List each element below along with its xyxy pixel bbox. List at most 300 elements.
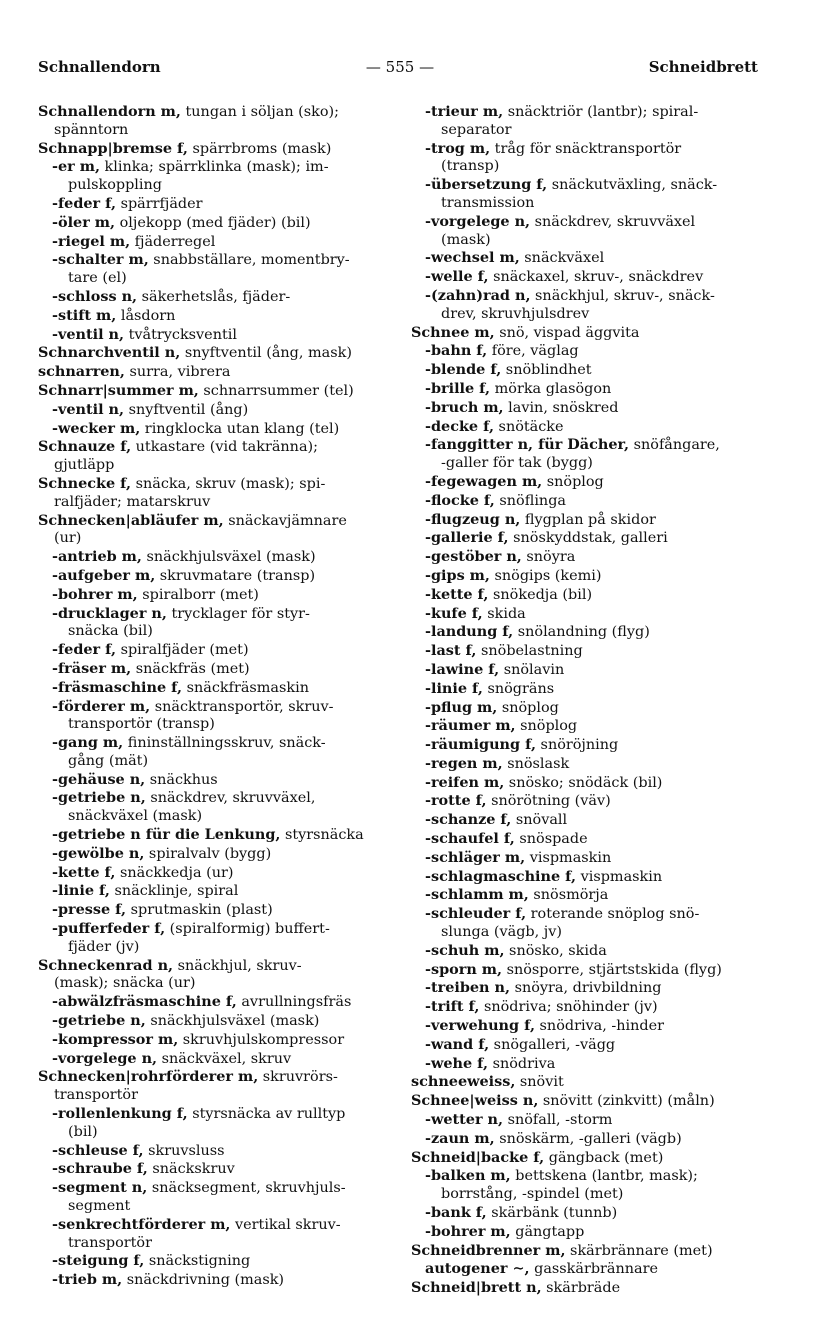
entry-headword: -ventil n, — [52, 400, 125, 418]
entry-headword: -abwälzfräsmaschine f, — [52, 993, 237, 1011]
entry-definition: styrsnäcka av rulltyp — [187, 1106, 346, 1123]
dictionary-entry — [411, 380, 761, 399]
entry-definition: snögips (kemi) — [489, 567, 602, 584]
dictionary-entry — [38, 1179, 388, 1216]
dictionary-entry — [411, 1260, 761, 1279]
entry-definition: snöplog — [497, 699, 559, 716]
entry-definition: fjäder (jv) — [68, 938, 140, 955]
entry-definition: fjäderregel — [130, 233, 216, 250]
entry-headword: Schneid|backe f, — [411, 1148, 545, 1166]
entry-definition: skärbänk (tunnb) — [486, 1205, 618, 1222]
entry-headword: -welle f, — [425, 268, 489, 286]
dictionary-entry — [411, 418, 761, 437]
entry-headword: -brille f, — [425, 379, 491, 397]
entry-definition: skärbrännare (met) — [565, 1242, 713, 1259]
dictionary-entry — [38, 382, 388, 401]
dictionary-entry — [411, 849, 761, 868]
entry-headword: Schnecke f, — [38, 474, 132, 492]
dictionary-entry — [38, 103, 388, 140]
entry-headword: -kette f, — [52, 863, 116, 881]
entry-definition: fininställningsskruv, snäck- — [123, 735, 326, 752]
dictionary-entry — [411, 1092, 761, 1111]
entry-definition: snäckdrev, skruvväxel, — [145, 790, 316, 807]
entry-definition: (ur) — [54, 530, 82, 547]
dictionary-entry — [411, 961, 761, 980]
entry-definition: snödriva — [488, 1055, 556, 1072]
page-header — [38, 58, 758, 78]
dictionary-entry — [411, 1130, 761, 1149]
entry-definition: tungan i söljan (sko); — [180, 104, 340, 120]
entry-headword: -getriebe n, — [52, 1012, 146, 1030]
dictionary-entry — [38, 1050, 388, 1069]
entry-headword: -senkrechtförderer m, — [52, 1215, 231, 1233]
entry-headword: -trieur m, — [425, 103, 504, 120]
dictionary-entry — [411, 140, 761, 177]
entry-definition: snöyra, drivbildning — [510, 980, 662, 997]
entry-definition: styrsnäcka — [280, 827, 364, 844]
entry-headword: -gehäuse n, — [52, 770, 146, 788]
entry-headword: -wechsel m, — [425, 249, 520, 267]
entry-definition: snöplog — [515, 718, 578, 735]
dictionary-entry — [411, 567, 761, 586]
entry-definition: tråg för snäcktransportör — [490, 140, 682, 157]
dictionary-entry — [38, 1105, 388, 1142]
dictionary-entry — [411, 213, 761, 250]
dictionary-entry — [38, 1142, 388, 1161]
entry-headword: -getriebe n, — [52, 789, 146, 807]
entry-definition: snödriva, -hinder — [534, 1018, 665, 1035]
entry-headword: -bank f, — [425, 1204, 487, 1222]
entry-headword: -bohrer m, — [52, 585, 138, 603]
entry-definition: snösko; snödäck (bil) — [504, 774, 663, 791]
entry-definition: skruvmatare (transp) — [155, 567, 316, 584]
dictionary-entry — [38, 1031, 388, 1050]
dictionary-entry — [38, 771, 388, 790]
dictionary-entry — [411, 942, 761, 961]
entry-headword: -trog m, — [425, 139, 491, 157]
entry-headword: -balken m, — [425, 1167, 511, 1185]
entry-definition: tare (el) — [68, 270, 127, 287]
entry-definition: snösko, skida — [504, 942, 607, 959]
dictionary-entry — [411, 249, 761, 268]
dictionary-entry — [411, 473, 761, 492]
entry-headword: Schnarr|summer m, — [38, 381, 199, 399]
entry-definition: trycklager för styr- — [166, 605, 310, 622]
dictionary-entry — [411, 1017, 761, 1036]
entry-headword: Schnarchventil n, — [38, 344, 181, 362]
dictionary-entry — [411, 623, 761, 642]
entry-headword: -schaufel f, — [425, 830, 515, 848]
entry-definition: bettskena (lantbr, mask); — [510, 1168, 698, 1185]
entry-headword: -verwehung f, — [425, 1017, 535, 1035]
entry-headword: -reifen m, — [425, 773, 505, 791]
entry-definition: snöslask — [502, 755, 570, 772]
entry-definition: vispmaskin — [525, 849, 612, 866]
entry-headword: -regen m, — [425, 754, 503, 772]
entry-headword: -zaun m, — [425, 1129, 495, 1147]
dictionary-entry — [38, 734, 388, 771]
entry-definition: transportör — [54, 1087, 138, 1104]
entry-headword: -pflug m, — [425, 698, 498, 716]
entry-definition: snäcka, skruv (mask); spi- — [131, 475, 326, 492]
entry-definition: snökedja (bil) — [488, 586, 593, 603]
dictionary-entry — [411, 1204, 761, 1223]
entry-headword: Schnee|weiss n, — [411, 1092, 539, 1110]
entry-definition: surra, vibrera — [124, 364, 231, 381]
entry-headword: -rotte f, — [425, 792, 487, 810]
entry-definition: snäckhjul, skruv-, snäck- — [530, 287, 715, 304]
dictionary-entry — [38, 438, 388, 475]
dictionary-entry — [38, 882, 388, 901]
entry-definition: mörka glasögon — [490, 380, 612, 397]
entry-headword: -schraube f, — [52, 1160, 148, 1178]
entry-definition: snäckväxel — [519, 250, 605, 267]
entry-headword: -gewölbe n, — [52, 844, 145, 862]
dictionary-entry — [411, 1036, 761, 1055]
dictionary-entry — [38, 826, 388, 845]
entry-headword: -wetter n, — [425, 1111, 504, 1129]
entry-definition: snyftventil (ång, mask) — [180, 345, 352, 362]
entry-headword: -vorgelege n, — [52, 1049, 158, 1067]
entry-definition: snäckaxel, skruv-, snäckdrev — [488, 269, 704, 286]
entry-definition: tvåtrycksventil — [124, 326, 237, 343]
entry-headword: Schnallendorn m, — [38, 103, 181, 120]
dictionary-entry — [38, 475, 388, 512]
entry-headword: -flocke f, — [425, 491, 495, 509]
dictionary-entry — [411, 1055, 761, 1074]
entry-definition: snäckfräsmaskin — [182, 679, 309, 696]
entry-definition: (mask); snäcka (ur) — [54, 975, 196, 992]
entry-definition: snösporre, stjärtstskida (flyg) — [502, 961, 722, 978]
dictionary-entry — [411, 399, 761, 418]
entry-headword: schnarren, — [38, 363, 125, 381]
dictionary-entry — [38, 605, 388, 642]
entry-definition: segment — [68, 1198, 131, 1215]
entry-definition: -galler för tak (bygg) — [441, 455, 593, 472]
entry-definition: snäckstigning — [144, 1253, 251, 1270]
dictionary-entry — [411, 605, 761, 624]
entry-definition: snövall — [511, 812, 568, 829]
dictionary-entry — [411, 661, 761, 680]
dictionary-entry — [411, 717, 761, 736]
entry-definition: snöspade — [514, 831, 588, 848]
entry-headword: -übersetzung f, — [425, 176, 548, 194]
dictionary-entry — [411, 1242, 761, 1261]
entry-definition: snölavin — [499, 661, 565, 678]
entry-definition: snöblindhet — [501, 362, 592, 379]
entry-definition: lavin, snöskred — [503, 399, 619, 416]
entry-definition: snövit — [515, 1074, 564, 1091]
entry-headword: Schneidbrenner m, — [411, 1241, 566, 1259]
entry-definition: snäckavjämnare — [223, 512, 347, 529]
dictionary-entry — [411, 176, 761, 213]
entry-headword: -schleuse f, — [52, 1141, 144, 1159]
dictionary-entry — [411, 1223, 761, 1242]
dictionary-entry — [38, 901, 388, 920]
entry-headword: -sporn m, — [425, 960, 503, 978]
entry-definition: snäckdrev, skruvväxel — [530, 213, 696, 230]
entry-definition: före, väglag — [487, 343, 579, 360]
dictionary-entry — [38, 1068, 388, 1105]
entry-definition: snäcktransportör, skruv- — [150, 698, 334, 715]
entry-definition: skärbräde — [541, 1280, 621, 1297]
entry-headword: -öler m, — [52, 213, 116, 231]
dictionary-entry — [411, 736, 761, 755]
entry-headword: -segment n, — [52, 1179, 148, 1197]
entry-definition: snöskyddstak, galleri — [508, 530, 668, 547]
entry-definition: gasskärbrännare — [529, 1261, 659, 1278]
entry-definition: spiralvalv (bygg) — [144, 845, 272, 862]
dictionary-entry — [411, 792, 761, 811]
entry-definition: snäcklinje, spiral — [109, 883, 239, 900]
entry-headword: -feder f, — [52, 641, 117, 659]
dictionary-entry — [38, 363, 388, 382]
entry-definition: snäckutväxling, snäck- — [547, 177, 718, 194]
entry-headword: -kufe f, — [425, 604, 483, 622]
entry-definition: snörötning (väv) — [486, 793, 611, 810]
entry-headword: -schuh m, — [425, 941, 505, 959]
entry-headword: -wehe f, — [425, 1054, 489, 1072]
entry-definition: snäckkedja (ur) — [115, 864, 234, 881]
entry-definition: snäckfräs (met) — [131, 660, 250, 677]
entry-headword: -kette f, — [425, 585, 489, 603]
entry-definition: roterande snöplog snö- — [526, 906, 700, 923]
dictionary-entry — [411, 103, 761, 140]
entry-definition: spärrfjäder — [116, 195, 203, 212]
entry-headword: -schleuder f, — [425, 905, 527, 923]
entry-definition: snöröjning — [535, 737, 619, 754]
entry-definition: gjutläpp — [54, 457, 115, 474]
entry-definition: snöbelastning — [476, 643, 583, 660]
dictionary-entry — [38, 195, 388, 214]
entry-definition: snö, vispad äggvita — [494, 324, 640, 341]
entry-headword: -rollenlenkung f, — [52, 1105, 188, 1123]
entry-headword: -getriebe n für die Lenkung, — [52, 826, 281, 844]
entry-headword: -gips m, — [425, 566, 490, 584]
entry-definition: snäckhjulsväxel (mask) — [145, 1013, 320, 1030]
dictionary-entry — [38, 1271, 388, 1290]
entry-headword: -schlagmaschine f, — [425, 867, 577, 885]
entry-definition: snäckväxel (mask) — [68, 808, 203, 825]
entry-headword: -ventil n, — [52, 325, 125, 343]
entry-definition: skruvrörs- — [258, 1069, 338, 1086]
entry-definition: utkastare (vid takränna); — [131, 439, 318, 456]
entry-definition: transportör — [68, 1234, 152, 1251]
entry-definition: skruvsluss — [143, 1142, 225, 1159]
entry-definition: snötäcke — [493, 418, 564, 435]
entry-definition: transportör (transp) — [68, 716, 215, 733]
entry-headword: -presse f, — [52, 901, 127, 919]
dictionary-entry — [38, 214, 388, 233]
dictionary-entry — [411, 1073, 761, 1092]
dictionary-entry — [38, 288, 388, 307]
entry-headword: -lawine f, — [425, 660, 500, 678]
entry-headword: -fräser m, — [52, 659, 132, 677]
dictionary-entry — [411, 1149, 761, 1168]
left-column — [38, 103, 388, 1290]
entry-headword: -bruch m, — [425, 398, 504, 416]
entry-headword: -gestöber n, — [425, 548, 522, 566]
dictionary-entry — [38, 251, 388, 288]
entry-definition: snyftventil (ång) — [124, 401, 249, 418]
entry-headword: Schnauze f, — [38, 438, 132, 456]
dictionary-entry — [411, 886, 761, 905]
dictionary-entry — [411, 755, 761, 774]
entry-definition: snäckhjulsväxel (mask) — [141, 549, 316, 566]
entry-headword: -(zahn)rad n, — [425, 286, 531, 304]
entry-definition: snäcksegment, skruvhjuls- — [147, 1180, 346, 1197]
entry-headword: -räumigung f, — [425, 736, 536, 754]
dictionary-entry — [411, 361, 761, 380]
entry-definition: snabbställare, momentbry- — [148, 252, 350, 269]
entry-headword: -schalter m, — [52, 251, 149, 269]
entry-definition: ringklocka utan klang (tel) — [140, 420, 340, 437]
dictionary-entry — [411, 436, 761, 473]
entry-headword: -riegel m, — [52, 232, 131, 250]
dictionary-entry — [38, 158, 388, 195]
dictionary-entry — [38, 586, 388, 605]
entry-definition: spänntorn — [54, 121, 129, 138]
dictionary-entry — [411, 287, 761, 324]
dictionary-entry — [38, 789, 388, 826]
entry-definition: snäckhus — [145, 771, 218, 788]
entry-definition: gängback (met) — [544, 1149, 664, 1166]
dictionary-entry — [411, 642, 761, 661]
dictionary-entry — [38, 660, 388, 679]
entry-definition: snäcka (bil) — [68, 623, 153, 640]
entry-headword: -gallerie f, — [425, 529, 509, 547]
entry-headword: -schloss n, — [52, 287, 138, 305]
entry-definition: (spiralformig) buffert- — [165, 921, 330, 938]
dictionary-entry — [411, 830, 761, 849]
dictionary-entry — [38, 1012, 388, 1031]
entry-definition: avrullningsfräs — [236, 994, 352, 1011]
dictionary-entry — [38, 420, 388, 439]
entry-headword: -fanggitter n, für Dächer, — [425, 436, 630, 454]
header-left-guideword: Schnallendorn — [38, 58, 161, 76]
entry-headword: -gang m, — [52, 734, 124, 752]
entry-definition: skida — [482, 605, 526, 622]
dictionary-entry — [38, 1252, 388, 1271]
entry-definition: slunga (vägb, jv) — [441, 924, 562, 941]
entry-headword: Schnee m, — [411, 323, 495, 341]
entry-headword: -blende f, — [425, 361, 502, 379]
entry-headword: -wecker m, — [52, 419, 141, 437]
dictionary-entry — [411, 324, 761, 343]
entry-definition: snöfångare, — [629, 437, 720, 454]
entry-definition: (mask) — [441, 231, 491, 248]
entry-headword: -feder f, — [52, 194, 117, 212]
entry-headword: -bahn f, — [425, 342, 488, 360]
entry-headword: -trieb m, — [52, 1271, 123, 1289]
entry-definition: snäckdrivning (mask) — [122, 1272, 285, 1289]
entry-headword: -landung f, — [425, 623, 514, 641]
entry-definition: vispmaskin — [576, 868, 663, 885]
dictionary-entry — [411, 492, 761, 511]
entry-definition: låsdorn — [116, 307, 176, 324]
entry-definition: drev, skruvhjulsdrev — [441, 305, 590, 322]
dictionary-entry — [411, 342, 761, 361]
dictionary-entry — [38, 512, 388, 549]
entry-definition: snäcktriör (lantbr); spiral- — [503, 104, 699, 120]
entry-headword: -steigung f, — [52, 1252, 145, 1270]
entry-headword: -decke f, — [425, 417, 494, 435]
dictionary-entry — [38, 864, 388, 883]
entry-definition: (bil) — [68, 1123, 98, 1140]
dictionary-entry — [38, 326, 388, 345]
entry-definition: snögalleri, -vägg — [489, 1036, 616, 1053]
entry-headword: -schanze f, — [425, 811, 512, 829]
dictionary-entry — [38, 548, 388, 567]
dictionary-entry — [411, 811, 761, 830]
dictionary-entry — [411, 680, 761, 699]
entry-definition: snöfall, -storm — [503, 1112, 613, 1129]
dictionary-entry — [411, 998, 761, 1017]
entry-headword: -pufferfeder f, — [52, 920, 166, 938]
dictionary-entry — [38, 957, 388, 994]
entry-definition: snöskärm, -galleri (vägb) — [494, 1130, 682, 1147]
entry-headword: -räumer m, — [425, 717, 516, 735]
entry-definition: borrstång, -spindel (met) — [441, 1186, 624, 1203]
entry-definition: spiralborr (met) — [137, 586, 259, 603]
dictionary-entry — [38, 140, 388, 159]
entry-headword: -linie f, — [52, 882, 110, 900]
entry-definition: spiralfjäder (met) — [116, 642, 249, 659]
entry-definition: snösmörja — [528, 887, 609, 904]
dictionary-entry — [38, 1216, 388, 1253]
entry-definition: transmission — [441, 194, 535, 211]
dictionary-entry — [38, 641, 388, 660]
entry-definition: snöyra — [521, 549, 576, 566]
dictionary-entry — [38, 233, 388, 252]
entry-headword: -drucklager n, — [52, 604, 167, 622]
dictionary-entry — [411, 979, 761, 998]
entry-headword: Schnecken|rohrförderer m, — [38, 1068, 259, 1086]
entry-definition: gängtapp — [510, 1223, 585, 1240]
entry-headword: -förderer m, — [52, 697, 151, 715]
dictionary-entry — [38, 344, 388, 363]
entry-headword: -kompressor m, — [52, 1030, 179, 1048]
dictionary-entry — [411, 699, 761, 718]
entry-headword: -antrieb m, — [52, 548, 142, 566]
dictionary-entry — [411, 586, 761, 605]
page-number: — 555 — — [365, 58, 435, 76]
entry-headword: -schlamm m, — [425, 886, 529, 904]
entry-headword: -wand f, — [425, 1035, 490, 1053]
dictionary-entry — [411, 268, 761, 287]
entry-definition: gång (mät) — [68, 752, 149, 769]
entry-headword: -fräsmaschine f, — [52, 678, 183, 696]
entry-definition: (transp) — [441, 158, 500, 175]
dictionary-entry — [38, 307, 388, 326]
dictionary-entry — [411, 548, 761, 567]
entry-headword: -last f, — [425, 642, 477, 660]
entry-headword: Schnecken|abläufer m, — [38, 511, 224, 529]
entry-definition: skruvhjulskompressor — [178, 1031, 345, 1048]
dictionary-entry — [38, 993, 388, 1012]
entry-headword: -fegewagen m, — [425, 472, 543, 490]
entry-headword: -stift m, — [52, 306, 117, 324]
entry-headword: -aufgeber m, — [52, 566, 156, 584]
entry-definition: snäckskruv — [147, 1161, 235, 1178]
dictionary-entry — [411, 529, 761, 548]
dictionary-entry — [38, 920, 388, 957]
dictionary-entry — [411, 1167, 761, 1204]
entry-definition: ralfjäder; matarskruv — [54, 493, 211, 510]
entry-definition: oljekopp (med fjäder) (bil) — [115, 214, 311, 231]
entry-definition: schnarrsummer (tel) — [198, 382, 354, 399]
entry-definition: flygplan på skidor — [520, 511, 656, 528]
